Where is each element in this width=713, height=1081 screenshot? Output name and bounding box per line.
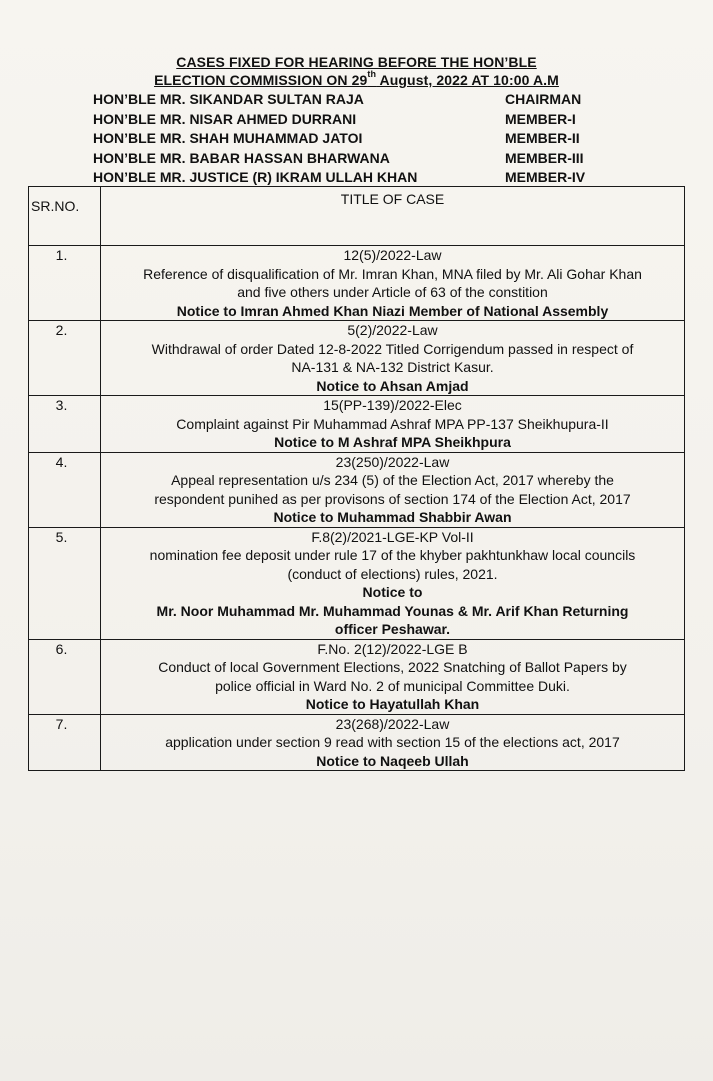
case-number: F.8(2)/2021-LGE-KP Vol-II — [311, 528, 474, 545]
case-title-cell — [101, 396, 685, 453]
case-description-line: police official in Ward No. 2 of municipal Committee Duki. — [215, 677, 570, 694]
case-serial-number: 5. — [29, 527, 101, 639]
bench-member — [93, 129, 613, 149]
case-notice-line: Notice to M Ashraf MPA Sheikhpura — [274, 434, 511, 450]
bench-member — [93, 90, 613, 110]
case-title-cell — [101, 639, 685, 714]
table-row — [29, 246, 685, 321]
case-number: F.No. 2(12)/2022-LGE B — [317, 640, 468, 657]
page-title-line-2 — [0, 71, 713, 89]
case-number: 23(268)/2022-Law — [335, 715, 450, 732]
bench-member — [93, 110, 613, 130]
bench-member-name: HON’BLE MR. BABAR HASSAN BHARWANA — [93, 149, 390, 166]
bench-member-name: HON’BLE MR. SIKANDAR SULTAN RAJA — [93, 91, 364, 107]
page-title-line-1: CASES FIXED FOR HEARING BEFORE THE HON’BLE — [176, 54, 537, 70]
case-title-cell — [101, 714, 685, 771]
bench-member — [93, 149, 613, 169]
cases-table — [28, 186, 685, 771]
case-notice-line: Notice to Muhammad Shabbir Awan — [273, 509, 512, 525]
table-row — [29, 452, 685, 527]
case-description-line: NA-131 & NA-132 District Kasur. — [291, 359, 494, 375]
table-header-row — [29, 187, 685, 246]
table-row — [29, 714, 685, 771]
case-description-line: Reference of disqualification of Mr. Imran Khan, MNA filed by Mr. Ali Gohar Khan — [143, 265, 642, 282]
title-date-prefix: ELECTION COMMISSION ON 29 — [154, 72, 368, 88]
case-description-line: Withdrawal of order Dated 12-8-2022 Titled Corrigendum passed in respect of — [151, 340, 634, 357]
table-row — [29, 396, 685, 453]
bench-member-role: CHAIRMAN — [505, 91, 582, 107]
case-serial-number: 3. — [29, 396, 101, 453]
case-number: 23(250)/2022-Law — [335, 453, 450, 470]
title-date-suffix: August, 2022 AT 10:00 A.M — [376, 72, 559, 88]
case-notice-line: Notice to Imran Ahmed Khan Niazi Member of National Assembly — [176, 302, 609, 319]
case-description-line: and five others under Article of 63 of the constition — [237, 284, 548, 300]
case-serial-number: 6. — [29, 639, 101, 714]
table-row — [29, 321, 685, 396]
case-notice-line: Notice to Ahsan Amjad — [316, 377, 469, 394]
case-number: 15(PP-139)/2022-Elec — [323, 397, 462, 413]
case-description-line: Appeal representation u/s 234 (5) of the Election Act, 2017 whereby the — [171, 472, 614, 488]
column-header-sr-no: SR.NO. — [29, 187, 101, 246]
cases-table-body — [29, 246, 685, 771]
bench-member-name: HON’BLE MR. JUSTICE (R) IKRAM ULLAH KHAN — [93, 169, 418, 185]
table-row — [29, 527, 685, 639]
bench-member-name: HON’BLE MR. NISAR AHMED DURRANI — [93, 110, 357, 127]
case-description-line: Complaint against Pir Muhammad Ashraf MPA PP-137 Sheikhupura-II — [176, 415, 609, 432]
bench-member-role: MEMBER-IV — [505, 169, 586, 185]
case-description-line: nomination fee deposit under rule 17 of the khyber pakhtunkhaw local councils — [149, 547, 636, 563]
case-title-cell — [101, 527, 685, 639]
case-notice-line: Notice to Hayatullah Khan — [305, 696, 480, 712]
case-description-line: application under section 9 read with section 15 of the elections act, 2017 — [165, 734, 620, 750]
bench-member — [93, 168, 613, 188]
case-notice-line: Notice to Naqeeb Ullah — [316, 752, 469, 769]
case-title-cell — [101, 321, 685, 396]
case-number: 12(5)/2022-Law — [343, 247, 442, 263]
table-row — [29, 639, 685, 714]
case-title-cell — [101, 246, 685, 321]
column-header-title: TITLE OF CASE — [101, 187, 685, 246]
case-title-cell — [101, 452, 685, 527]
title-date-superscript: th — [367, 69, 377, 80]
bench-member-name: HON’BLE MR. SHAH MUHAMMAD JATOI — [93, 130, 363, 146]
case-serial-number: 7. — [29, 714, 101, 771]
case-serial-number: 4. — [29, 452, 101, 527]
case-serial-number: 1. — [29, 246, 101, 321]
case-notice-line: Notice to — [362, 584, 423, 600]
bench-member-role: MEMBER-III — [505, 149, 584, 166]
bench-member-role: MEMBER-II — [505, 130, 580, 146]
bench-list — [93, 90, 613, 188]
bench-member-role: MEMBER-I — [505, 110, 576, 127]
case-description-line: respondent punihed as per provisons of section 174 of the Election Act, 2017 — [154, 490, 631, 507]
case-description-line: (conduct of elections) rules, 2021. — [287, 565, 498, 582]
case-notice-line: officer Peshawar. — [334, 621, 451, 637]
case-number: 5(2)/2022-Law — [347, 322, 438, 338]
case-description-line: Conduct of local Government Elections, 2022 Snatching of Ballot Papers by — [158, 659, 627, 675]
case-notice-line: Mr. Noor Muhammad Mr. Muhammad Younas & Mr. Arif Khan Returning — [156, 602, 629, 619]
case-serial-number: 2. — [29, 321, 101, 396]
